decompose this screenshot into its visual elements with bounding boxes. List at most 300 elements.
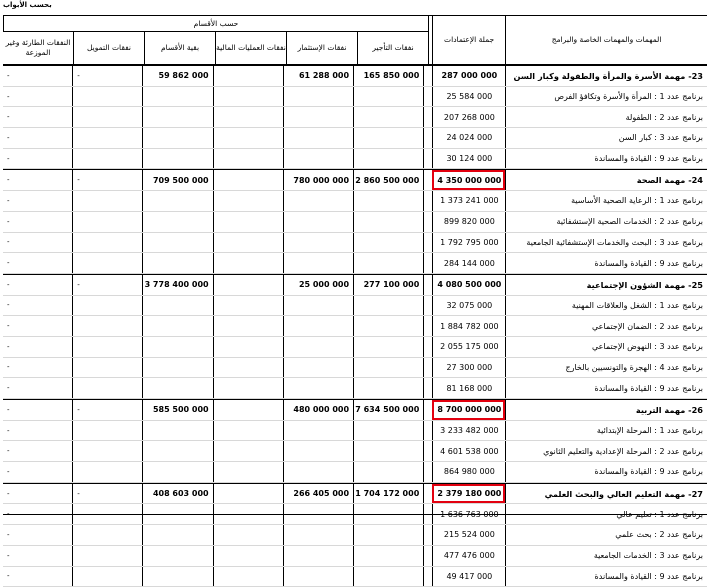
emergency-cell-text: -: [7, 406, 10, 414]
financing-cell-text: -: [77, 72, 80, 80]
program-label-text: برنامج عدد 3 : البحث والخدمات الإستشفائية الجامعية: [526, 238, 703, 247]
program-label-text: برنامج عدد 3 : كبار السن: [619, 133, 703, 142]
total-cell: [432, 275, 505, 295]
investment-cell: [283, 212, 353, 232]
financing-cell: [72, 128, 142, 148]
emergency-cell-text: -: [7, 363, 10, 371]
financing-cell-text: -: [77, 490, 80, 498]
emergency-cell-text: -: [7, 384, 10, 392]
financing-cell: [72, 66, 142, 86]
emergency-cell: [3, 275, 72, 295]
program-row: [3, 253, 707, 274]
total-cell-text: 899 820 000: [444, 217, 495, 226]
program-label-text: برنامج عدد 9 : القيادة والمساندة: [595, 467, 703, 476]
program-row: [3, 546, 707, 567]
header-rest-sections: بقية الأقسام: [144, 32, 215, 64]
program-label: [505, 191, 707, 211]
program-label: [505, 128, 707, 148]
program-label-text: برنامج عدد 3 : الخدمات الجامعية: [594, 551, 703, 560]
total-cell-text: 3 233 482 000: [440, 426, 499, 435]
rest-sections-cell: [142, 421, 212, 441]
rest-sections-cell: [142, 66, 212, 86]
emergency-cell: [3, 484, 72, 504]
program-label: [505, 66, 707, 86]
program-label-text: 26- مهمة التربية: [636, 405, 703, 415]
total-cell-text: 24 024 000: [446, 133, 492, 142]
program-label-text: برنامج عدد 9 : القيادة والمساندة: [595, 384, 703, 393]
rest-sections-cell-text: 585 500 000: [153, 405, 209, 414]
total-cell: [432, 525, 505, 545]
financial-ops-cell: [213, 525, 283, 545]
financing-cell: [72, 170, 142, 190]
emergency-cell: [3, 212, 72, 232]
program-label: [505, 378, 707, 398]
financial-ops-cell: [213, 253, 283, 273]
program-label: [505, 87, 707, 107]
total-cell: [432, 149, 505, 169]
column-divider: [423, 400, 432, 420]
program-label: [505, 107, 707, 127]
investment-cell: [283, 567, 353, 587]
rest-sections-cell: [142, 400, 212, 420]
program-label: [505, 275, 707, 295]
rent-cell: [353, 191, 423, 211]
program-label-text: برنامج عدد 2 : الطفولة: [626, 113, 703, 122]
total-cell-text: 4 080 500 000: [437, 280, 501, 289]
emergency-cell-text: -: [7, 427, 10, 435]
total-cell: [432, 296, 505, 316]
program-label: [505, 358, 707, 378]
program-label: [505, 484, 707, 504]
program-row: [3, 337, 707, 358]
total-cell-text: 1 373 241 000: [440, 196, 499, 205]
emergency-cell: [3, 400, 72, 420]
rent-cell: [353, 546, 423, 566]
emergency-cell: [3, 107, 72, 127]
investment-cell: [283, 296, 353, 316]
investment-cell: [283, 421, 353, 441]
rent-cell: [353, 337, 423, 357]
column-divider: [423, 253, 432, 273]
rest-sections-cell: [142, 525, 212, 545]
program-row: [3, 212, 707, 233]
rent-cell: [353, 462, 423, 482]
investment-cell-text: 266 405 000: [293, 489, 349, 498]
financial-ops-cell: [213, 462, 283, 482]
financial-ops-cell: [213, 170, 283, 190]
emergency-cell-text: -: [7, 134, 10, 142]
column-divider: [423, 191, 432, 211]
rent-cell: [353, 66, 423, 86]
program-label: [505, 149, 707, 169]
financial-ops-cell: [213, 296, 283, 316]
investment-cell: [283, 441, 353, 461]
total-cell-text: 4 350 000 000: [437, 176, 501, 185]
rest-sections-cell: [142, 316, 212, 336]
rest-sections-cell: [142, 128, 212, 148]
emergency-cell-text: -: [7, 72, 10, 80]
investment-cell: [283, 358, 353, 378]
rent-cell: [353, 484, 423, 504]
program-label: [505, 296, 707, 316]
column-divider: [423, 275, 432, 295]
program-label-text: برنامج عدد 1 : الشغل والعلاقات المهنية: [572, 301, 703, 310]
total-cell: [432, 191, 505, 211]
financing-cell: [72, 316, 142, 336]
header-financial-ops: نفقات العمليات المالية: [215, 32, 286, 64]
total-cell: [432, 316, 505, 336]
program-label-text: برنامج عدد 2 : المرحلة الإعدادية والتعليم الثانوي: [543, 447, 703, 456]
total-cell-text: 207 268 000: [444, 113, 495, 122]
column-divider: [428, 16, 432, 64]
rent-cell: [353, 107, 423, 127]
emergency-cell: [3, 66, 72, 86]
rest-sections-cell: [142, 87, 212, 107]
emergency-cell: [3, 128, 72, 148]
total-cell: [432, 66, 505, 86]
rest-sections-cell: [142, 484, 212, 504]
financial-ops-cell: [213, 107, 283, 127]
rent-cell: [353, 400, 423, 420]
budget-table: [3, 15, 707, 587]
emergency-cell-text: -: [7, 93, 10, 101]
program-row: [3, 149, 707, 170]
investment-cell: [283, 462, 353, 482]
mission-row: [3, 169, 707, 191]
header-emergency: النفقات الطارئة وغير الموزعة: [3, 32, 73, 64]
investment-cell-text: 480 000 000: [293, 405, 349, 414]
rest-sections-cell: [142, 462, 212, 482]
emergency-cell-text: -: [7, 572, 10, 580]
total-cell-text: 1 636 763 000: [440, 510, 499, 519]
financing-cell: [72, 421, 142, 441]
rest-sections-cell-text: 408 603 000: [153, 489, 209, 498]
financial-ops-cell: [213, 441, 283, 461]
column-divider: [423, 212, 432, 232]
program-row: [3, 441, 707, 462]
rent-cell: [353, 253, 423, 273]
total-cell: [432, 128, 505, 148]
emergency-cell: [3, 567, 72, 587]
program-label-text: 23- مهمة الأسرة والمرأة والطفولة وكبار السن: [514, 71, 703, 81]
total-cell: [432, 462, 505, 482]
emergency-cell: [3, 87, 72, 107]
rent-cell: [353, 149, 423, 169]
rent-cell: [353, 170, 423, 190]
program-row: [3, 87, 707, 108]
total-cell: [432, 484, 505, 504]
emergency-cell-text: -: [7, 490, 10, 498]
program-label-text: برنامج عدد 1 : المرحلة الإبتدائية: [597, 426, 703, 435]
rest-sections-cell: [142, 378, 212, 398]
financing-cell-text: -: [77, 176, 80, 184]
financing-cell: [72, 525, 142, 545]
program-label-text: برنامج عدد 9 : القيادة والمساندة: [595, 572, 703, 581]
header-programs: المهمات والمهمات الخاصة والبرامج: [505, 16, 707, 64]
program-label-text: 25- مهمة الشؤون الإجتماعية: [587, 280, 703, 290]
column-divider: [423, 441, 432, 461]
table-caption: بحسب الأبواب: [3, 1, 52, 9]
emergency-cell: [3, 253, 72, 273]
rest-sections-cell-text: 3 778 400 000: [145, 280, 209, 289]
total-cell: [432, 421, 505, 441]
header-total: جملة الإعتمادات: [432, 16, 505, 64]
financing-cell-text: -: [77, 406, 80, 414]
emergency-cell: [3, 378, 72, 398]
emergency-cell-text: -: [7, 468, 10, 476]
total-cell-text: 49 417 000: [446, 572, 492, 581]
rest-sections-cell-text: 59 862 000: [159, 71, 209, 80]
financing-cell: [72, 546, 142, 566]
emergency-cell: [3, 149, 72, 169]
program-row: [3, 525, 707, 546]
rest-sections-cell: [142, 358, 212, 378]
total-cell: [432, 378, 505, 398]
total-cell: [432, 253, 505, 273]
rest-sections-cell: [142, 170, 212, 190]
financial-ops-cell: [213, 316, 283, 336]
total-cell-text: 27 300 000: [446, 363, 492, 372]
rest-sections-cell: [142, 149, 212, 169]
emergency-cell-text: -: [7, 301, 10, 309]
program-label: [505, 421, 707, 441]
emergency-cell: [3, 316, 72, 336]
financing-cell: [72, 567, 142, 587]
column-divider: [423, 316, 432, 336]
rent-cell-text: 165 850 000: [364, 71, 420, 80]
emergency-cell-text: -: [7, 510, 10, 518]
program-label: [505, 253, 707, 273]
program-row: [3, 128, 707, 149]
investment-cell: [283, 149, 353, 169]
mission-row: [3, 483, 707, 505]
rest-sections-cell: [142, 546, 212, 566]
rest-sections-cell: [142, 337, 212, 357]
column-divider: [423, 525, 432, 545]
financial-ops-cell: [213, 149, 283, 169]
program-label: [505, 170, 707, 190]
program-row: [3, 191, 707, 212]
column-divider: [423, 421, 432, 441]
rest-sections-cell: [142, 296, 212, 316]
total-cell: [432, 107, 505, 127]
financial-ops-cell: [213, 421, 283, 441]
program-label: [505, 337, 707, 357]
program-label-text: برنامج عدد 4 : الهجرة والتونسيين بالخارج: [565, 363, 703, 372]
investment-cell: [283, 546, 353, 566]
total-cell-text: 2 055 175 000: [440, 342, 499, 351]
rent-cell-text: 2 860 500 000: [355, 176, 419, 185]
financial-ops-cell: [213, 233, 283, 253]
financial-ops-cell: [213, 275, 283, 295]
investment-cell: [283, 484, 353, 504]
program-label: [505, 441, 707, 461]
program-row: [3, 233, 707, 254]
total-cell-text: 30 124 000: [446, 154, 492, 163]
investment-cell: [283, 525, 353, 545]
total-cell-text: 32 075 000: [446, 301, 492, 310]
total-cell: [432, 546, 505, 566]
program-row: [3, 421, 707, 442]
financial-ops-cell: [213, 400, 283, 420]
emergency-cell-text: -: [7, 343, 10, 351]
investment-cell: [283, 87, 353, 107]
financing-cell: [72, 253, 142, 273]
emergency-cell: [3, 233, 72, 253]
total-cell-text: 864 980 000: [444, 467, 495, 476]
total-cell: [432, 212, 505, 232]
total-cell: [432, 358, 505, 378]
rent-cell: [353, 296, 423, 316]
emergency-cell-text: -: [7, 531, 10, 539]
financial-ops-cell: [213, 546, 283, 566]
rest-sections-cell: [142, 191, 212, 211]
total-cell-text: 1 792 795 000: [440, 238, 499, 247]
emergency-cell: [3, 441, 72, 461]
header-investment: نفقات الإستثمار: [286, 32, 357, 64]
program-label: [505, 567, 707, 587]
financial-ops-cell: [213, 484, 283, 504]
column-divider: [423, 567, 432, 587]
investment-cell: [283, 107, 353, 127]
financing-cell: [72, 358, 142, 378]
column-divider: [423, 337, 432, 357]
financial-ops-cell: [213, 87, 283, 107]
emergency-cell: [3, 525, 72, 545]
financing-cell-text: -: [77, 281, 80, 289]
financing-cell: [72, 462, 142, 482]
total-cell: [432, 441, 505, 461]
program-label-text: برنامج عدد 9 : القيادة والمساندة: [595, 154, 703, 163]
total-cell-text: 215 524 000: [444, 530, 495, 539]
financing-cell: [72, 212, 142, 232]
rent-cell: [353, 128, 423, 148]
investment-cell: [283, 170, 353, 190]
program-row: [3, 358, 707, 379]
rent-cell-text: 277 100 000: [364, 280, 420, 289]
financial-ops-cell: [213, 358, 283, 378]
total-cell-text: 287 000 000: [442, 71, 498, 80]
program-row: [3, 567, 707, 587]
program-label: [505, 400, 707, 420]
program-label: [505, 316, 707, 336]
emergency-cell-text: -: [7, 447, 10, 455]
total-cell-text: 477 476 000: [444, 551, 495, 560]
financing-cell: [72, 400, 142, 420]
mission-row: [3, 399, 707, 421]
investment-cell: [283, 66, 353, 86]
total-cell: [432, 567, 505, 587]
total-cell-text: 2 379 180 000: [437, 489, 501, 498]
rest-sections-cell: [142, 233, 212, 253]
rest-sections-cell: [142, 567, 212, 587]
financing-cell: [72, 441, 142, 461]
total-cell-text: 8 700 000 000: [437, 405, 501, 414]
investment-cell: [283, 128, 353, 148]
program-label-text: برنامج عدد 1 : الرعاية الصحية الأساسية: [571, 196, 703, 205]
emergency-cell: [3, 358, 72, 378]
total-cell: [432, 233, 505, 253]
financial-ops-cell: [213, 66, 283, 86]
financial-ops-cell: [213, 567, 283, 587]
emergency-cell-text: -: [7, 322, 10, 330]
rent-cell: [353, 87, 423, 107]
total-cell: [432, 87, 505, 107]
rent-cell: [353, 316, 423, 336]
emergency-cell-text: -: [7, 218, 10, 226]
program-label: [505, 462, 707, 482]
emergency-cell-text: -: [7, 155, 10, 163]
column-divider: [423, 107, 432, 127]
program-label-text: 24- مهمة الصحة: [637, 175, 703, 185]
total-cell-text: 25 584 000: [446, 92, 492, 101]
column-divider: [423, 233, 432, 253]
investment-cell: [283, 275, 353, 295]
financing-cell: [72, 87, 142, 107]
investment-cell: [283, 233, 353, 253]
column-divider: [423, 128, 432, 148]
header-section-group: [3, 16, 428, 64]
rent-cell: [353, 525, 423, 545]
program-row: [3, 107, 707, 128]
mission-row: [3, 274, 707, 296]
financial-ops-cell: [213, 212, 283, 232]
rest-sections-cell: [142, 107, 212, 127]
program-label-text: 27- مهمة التعليم العالي والبحث العلمي: [545, 489, 703, 499]
total-cell-text: 4 601 538 000: [440, 447, 499, 456]
column-divider: [423, 170, 432, 190]
financing-cell: [72, 296, 142, 316]
financing-cell: [72, 484, 142, 504]
investment-cell-text: 25 000 000: [299, 280, 349, 289]
program-label-text: برنامج عدد 1 : المرأة والأسرة وتكافؤ الفرص: [554, 92, 703, 101]
rest-sections-cell: [142, 253, 212, 273]
rest-sections-cell: [142, 212, 212, 232]
financial-ops-cell: [213, 378, 283, 398]
financial-ops-cell: [213, 191, 283, 211]
financing-cell: [72, 233, 142, 253]
program-label: [505, 546, 707, 566]
column-divider: [423, 149, 432, 169]
emergency-cell: [3, 546, 72, 566]
investment-cell-text: 61 288 000: [299, 71, 349, 80]
column-divider: [423, 484, 432, 504]
emergency-cell-text: -: [7, 176, 10, 184]
column-divider: [423, 358, 432, 378]
investment-cell: [283, 253, 353, 273]
column-divider: [423, 378, 432, 398]
financing-cell: [72, 378, 142, 398]
total-cell: [432, 337, 505, 357]
program-label-text: برنامج عدد 2 : بحث علمي: [615, 530, 703, 539]
rent-cell: [353, 378, 423, 398]
program-label-text: برنامج عدد 2 : الخدمات الصحية الإستشفائية: [556, 217, 703, 226]
rent-cell-text: 1 704 172 000: [355, 489, 419, 498]
financial-ops-cell: [213, 128, 283, 148]
total-cell-text: 81 168 000: [446, 384, 492, 393]
emergency-cell: [3, 191, 72, 211]
investment-cell: [283, 191, 353, 211]
rent-cell: [353, 567, 423, 587]
program-row: [3, 462, 707, 483]
program-label: [505, 212, 707, 232]
emergency-cell: [3, 462, 72, 482]
financial-ops-cell: [213, 337, 283, 357]
column-divider: [423, 462, 432, 482]
header-financing: نفقات التمويل: [73, 32, 144, 64]
rent-cell: [353, 233, 423, 253]
program-label-text: برنامج عدد 9 : القيادة والمساندة: [595, 259, 703, 268]
